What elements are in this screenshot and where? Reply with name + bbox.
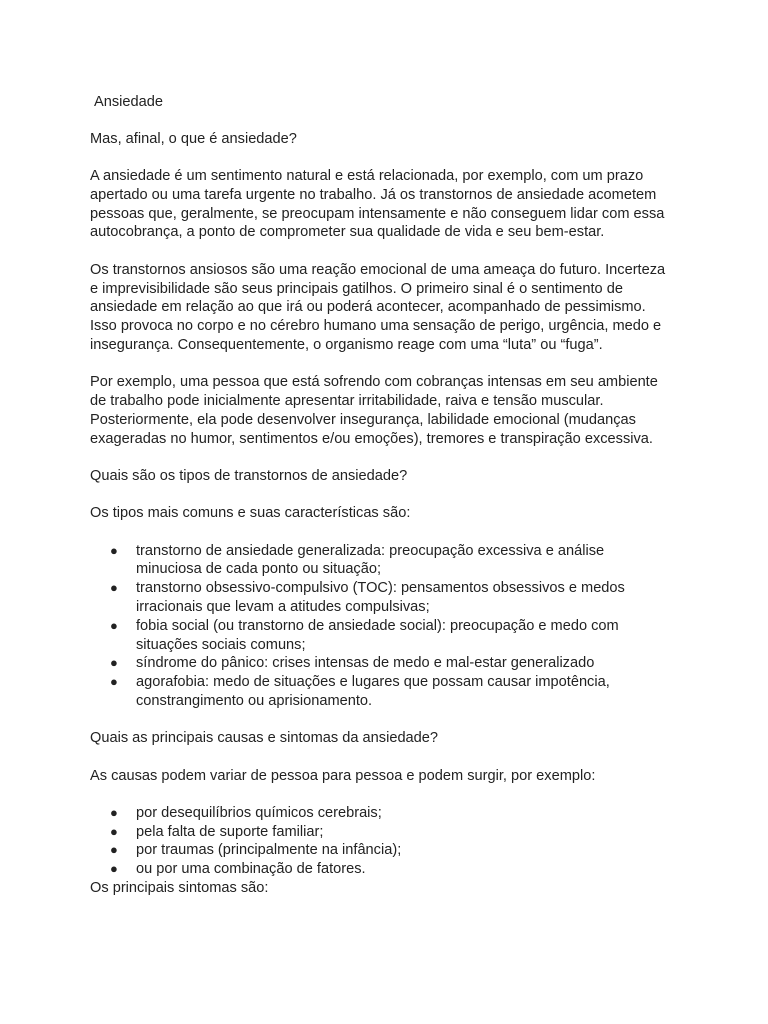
question-causes-symptoms: Quais as principais causas e sintomas da ansiedade? bbox=[90, 730, 439, 747]
list-item bbox=[90, 673, 670, 711]
bullet-icon: ● bbox=[110, 655, 118, 671]
types-list bbox=[90, 542, 670, 711]
list-item bbox=[90, 542, 670, 580]
paragraph-example: Por exemplo, uma pessoa que está sofrendo com cobranças intensas em seu ambiente de trabalho pode inicialmente apresentar irritabilidade, raiva e tensão muscular. Posteriormente, ela pode desenvolver insegurança, labilidade emocional (mudanças exageradas no humor, sentimentos e/ou emoções), tremores e transpiração excessiva. bbox=[90, 374, 658, 447]
causes-list bbox=[90, 804, 670, 879]
list-item bbox=[90, 617, 670, 655]
list-item-text: ou por uma combinação de fatores. bbox=[136, 861, 366, 878]
document-page bbox=[90, 93, 670, 898]
bullet-icon: ● bbox=[110, 823, 118, 839]
bullet-icon: ● bbox=[110, 861, 118, 877]
list-item-text: agorafobia: medo de situações e lugares que possam causar impotência, constrangimento ou aprisionamento. bbox=[136, 674, 610, 709]
bullet-icon: ● bbox=[110, 617, 118, 633]
bullet-icon: ● bbox=[110, 674, 118, 690]
symptoms-intro: Os principais sintomas são: bbox=[90, 880, 269, 896]
bullet-icon: ● bbox=[110, 804, 118, 820]
bullet-icon: ● bbox=[110, 580, 118, 596]
list-item bbox=[90, 654, 670, 673]
list-item-text: transtorno de ansiedade generalizada: preocupação excessiva e análise minuciosa de cada ponto ou situação; bbox=[136, 542, 605, 578]
list-item-text: transtorno obsessivo-compulsivo (TOC): pensamentos obsessivos e medos irracionais que levam a atitudes compulsivas; bbox=[136, 580, 625, 615]
list-item-text: síndrome do pânico: crises intensas de medo e mal-estar generalizado bbox=[136, 655, 595, 672]
paragraph-anxious-disorders: Os transtornos ansiosos são uma reação emocional de uma ameaça do futuro. Incerteza e imprevisibilidade são seus principais gatilhos. O primeiro sinal é o sentimento de ansiedade em relação ao que irá ou poderá acontecer, acompanhado de pessimismo. Isso provoca no corpo e no cérebro humano uma sensação de perigo, urgência, medo e insegurança. Consequentemente, o organismo reage com uma “luta” ou “fuga”. bbox=[90, 261, 666, 353]
bullet-icon: ● bbox=[110, 542, 118, 558]
question-what-is-anxiety: Mas, afinal, o que é ansiedade? bbox=[90, 130, 297, 147]
bullet-icon: ● bbox=[110, 842, 118, 858]
list-item-text: por traumas (principalmente na infância); bbox=[136, 842, 402, 859]
list-item bbox=[90, 579, 670, 617]
question-types: Quais são os tipos de transtornos de ansiedade? bbox=[90, 467, 408, 484]
list-item bbox=[90, 823, 670, 842]
list-item bbox=[90, 860, 670, 879]
document-title: Ansiedade bbox=[94, 94, 163, 110]
list-item bbox=[90, 841, 670, 860]
paragraph-definition: A ansiedade é um sentimento natural e está relacionada, por exemplo, com um prazo apertado ou uma tarefa urgente no trabalho. Já os transtornos de ansiedade acometem pessoas que, geralmente, se preocupam intensamente e não conseguem lidar com essa autocobrança, a ponto de comprometer sua qualidade de vida e seu bem-estar. bbox=[90, 168, 665, 241]
list-item-text: fobia social (ou transtorno de ansiedade social): preocupação e medo com situações sociais comuns; bbox=[136, 617, 619, 653]
list-item bbox=[90, 804, 670, 823]
list-item-text: por desequilíbrios químicos cerebrais; bbox=[136, 804, 382, 821]
types-intro: Os tipos mais comuns e suas características são: bbox=[90, 505, 411, 522]
causes-intro: As causas podem variar de pessoa para pessoa e podem surgir, por exemplo: bbox=[90, 767, 596, 784]
list-item-text: pela falta de suporte familiar; bbox=[136, 823, 324, 840]
